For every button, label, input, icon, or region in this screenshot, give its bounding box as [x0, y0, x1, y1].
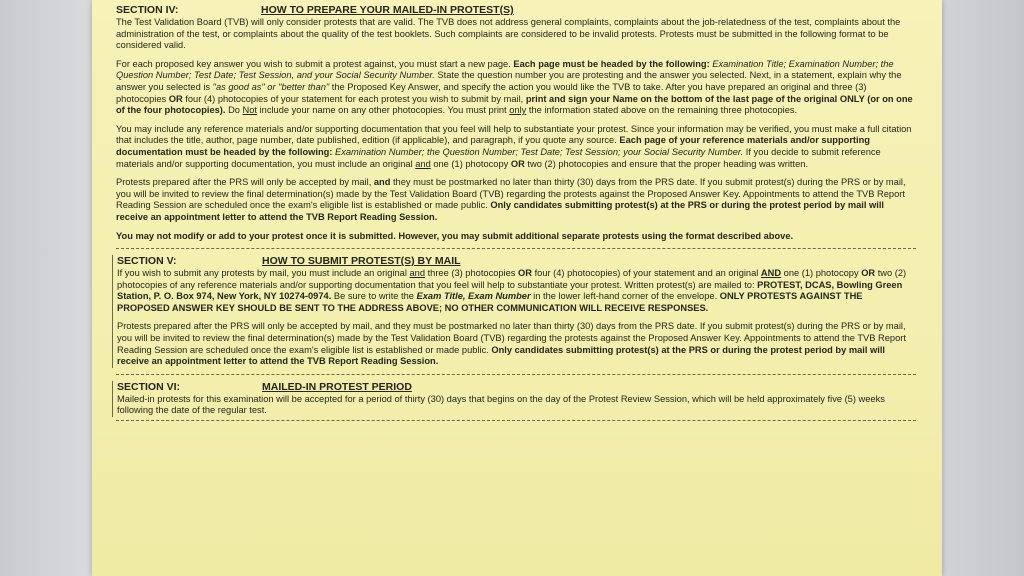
section-iv-title: HOW TO PREPARE YOUR MAILED-IN PROTEST(S) [261, 4, 514, 16]
section-divider-3 [116, 420, 916, 421]
section-vi-box [112, 381, 916, 417]
section-v-paragraph-2: Protests prepared after the PRS will only be accepted by mail, and they must be postmarked no later than thirty (30) days from the PRS date. If you submit protest(s) during the PRS or by mail, you will be invited to review the final determination(s) made by the Test Validation Board (TVB) regarding the protests against the Proposed Answer Key. Appointments to attend the TVB Report Reading Session are scheduled once the exam's eligible list is established or made public. Only candidates submitting protest(s) at the PRS or during the protest period by mail will receive an appointment letter to attend the TVB Report Reading Session. [117, 321, 906, 367]
section-v-box [112, 255, 916, 368]
section-v-paragraph-1: If you wish to submit any protests by mail, you must include an original and three (3) photocopies OR four (4) photocopies) of your statement and an original AND one (1) photocopy OR two (2) photocopies of any reference materials and/or supporting documentation that you feel will help to substantiate your protest. Written protest(s) are mailed to: PROTEST, DCAS, Bowling Green Station, P. O. Box 974, New York, NY 10274-0974. Be sure to write the Exam Title, Exam Number in the lower left-hand corner of the envelope. ONLY PROTESTS AGAINST THE PROPOSED ANSWER KEY SHOULD BE SENT TO THE ADDRESS ABOVE; NO OTHER COMMUNICATION WILL RECEIVE RESPONSES. [117, 268, 907, 313]
section-divider [116, 248, 916, 249]
section-vi-title: MAILED-IN PROTEST PERIOD [262, 380, 412, 393]
section-v-label: SECTION V: [117, 255, 177, 268]
section-v-heading [117, 255, 916, 268]
section-v-title: HOW TO SUBMIT PROTEST(S) BY MAIL [262, 255, 461, 268]
document-page [92, 0, 942, 576]
section-iv-label: SECTION IV: [116, 4, 179, 16]
section-iv-paragraph-3: You may include any reference materials and/or supporting documentation that you feel will help to substantiate your protest. Since your information may be verified, you must make a full citation that includes the title, author, page number, date published, edition (if applicable), and paragraph, if you quote any source. Each page of your reference materials and/or supporting documentation must be headed by the following: Examination Number; the Question Number; Test Date; Test Session; your Social Security Number. If you decide to submit reference materials and/or supporting documentation, you must include an original and one (1) photocopy OR two (2) photocopies and ensure that the proper heading was written. [116, 123, 912, 169]
section-vi-heading [117, 381, 916, 394]
section-iv-paragraph-5: You may not modify or add to your protest once it is submitted. However, you may submit additional separate protests using the format described above. [116, 230, 794, 241]
section-iv-paragraph-4: Protests prepared after the PRS will only be accepted by mail, and they must be postmarked no later than thirty (30) days from the PRS date. If you submit protest(s) during the PRS or by mail, you will be invited to review the final determination(s) made by the Test Validation Board (TVB) regarding the protests against the Proposed Answer Key. Appointments to attend the TVB Report Reading Session are scheduled once the exam's eligible list is established or made public. Only candidates submitting protest(s) at the PRS or during the protest period by mail will receive an appointment letter to attend the TVB Report Reading Session. [116, 177, 906, 222]
section-iv-paragraph-1: The Test Validation Board (TVB) will only consider protests that are valid. The TVB does not address general complaints, complaints about the job-relatedness of the test, complaints about the administration of the test, or complaints about the quality of the test booklets. Such complaints are considered to be invalid protests. Protests must be submitted in the following format to be considered valid. [116, 17, 901, 51]
section-vi-paragraph-1: Mailed-in protests for this examination will be accepted for a period of thirty (30) days that begins on the day of the Protest Review Session, which will be held approximately five (5) weeks following the date of the regular test. [117, 393, 885, 416]
section-vi-label: SECTION VI: [117, 380, 181, 393]
section-iv-paragraph-2: For each proposed key answer you wish to submit a protest against, you must start a new page. Each page must be headed by the following: Examination Title; Examination Number; the Question Number; Test Date; Test Session, and your Social Security Number. State the question number you are protesting and the answer you selected. Next, in a statement, explain why the answer you selected is "as good as" or "better than" the Proposed Key Answer, and specify the action you would like the TVB to take. After you have prepared an original and three (3) photocopies OR four (4) photocopies of your statement for each protest you wish to submit by mail, print and sign your Name on the bottom of the last page of the original ONLY (or on one of the four photocopies). Do Not include your name on any other photocopies. You must print only the information stated above on the remaining three photocopies. [116, 58, 913, 116]
section-divider-2 [116, 374, 916, 375]
document-content [116, 4, 916, 427]
section-iv-heading [116, 4, 916, 17]
